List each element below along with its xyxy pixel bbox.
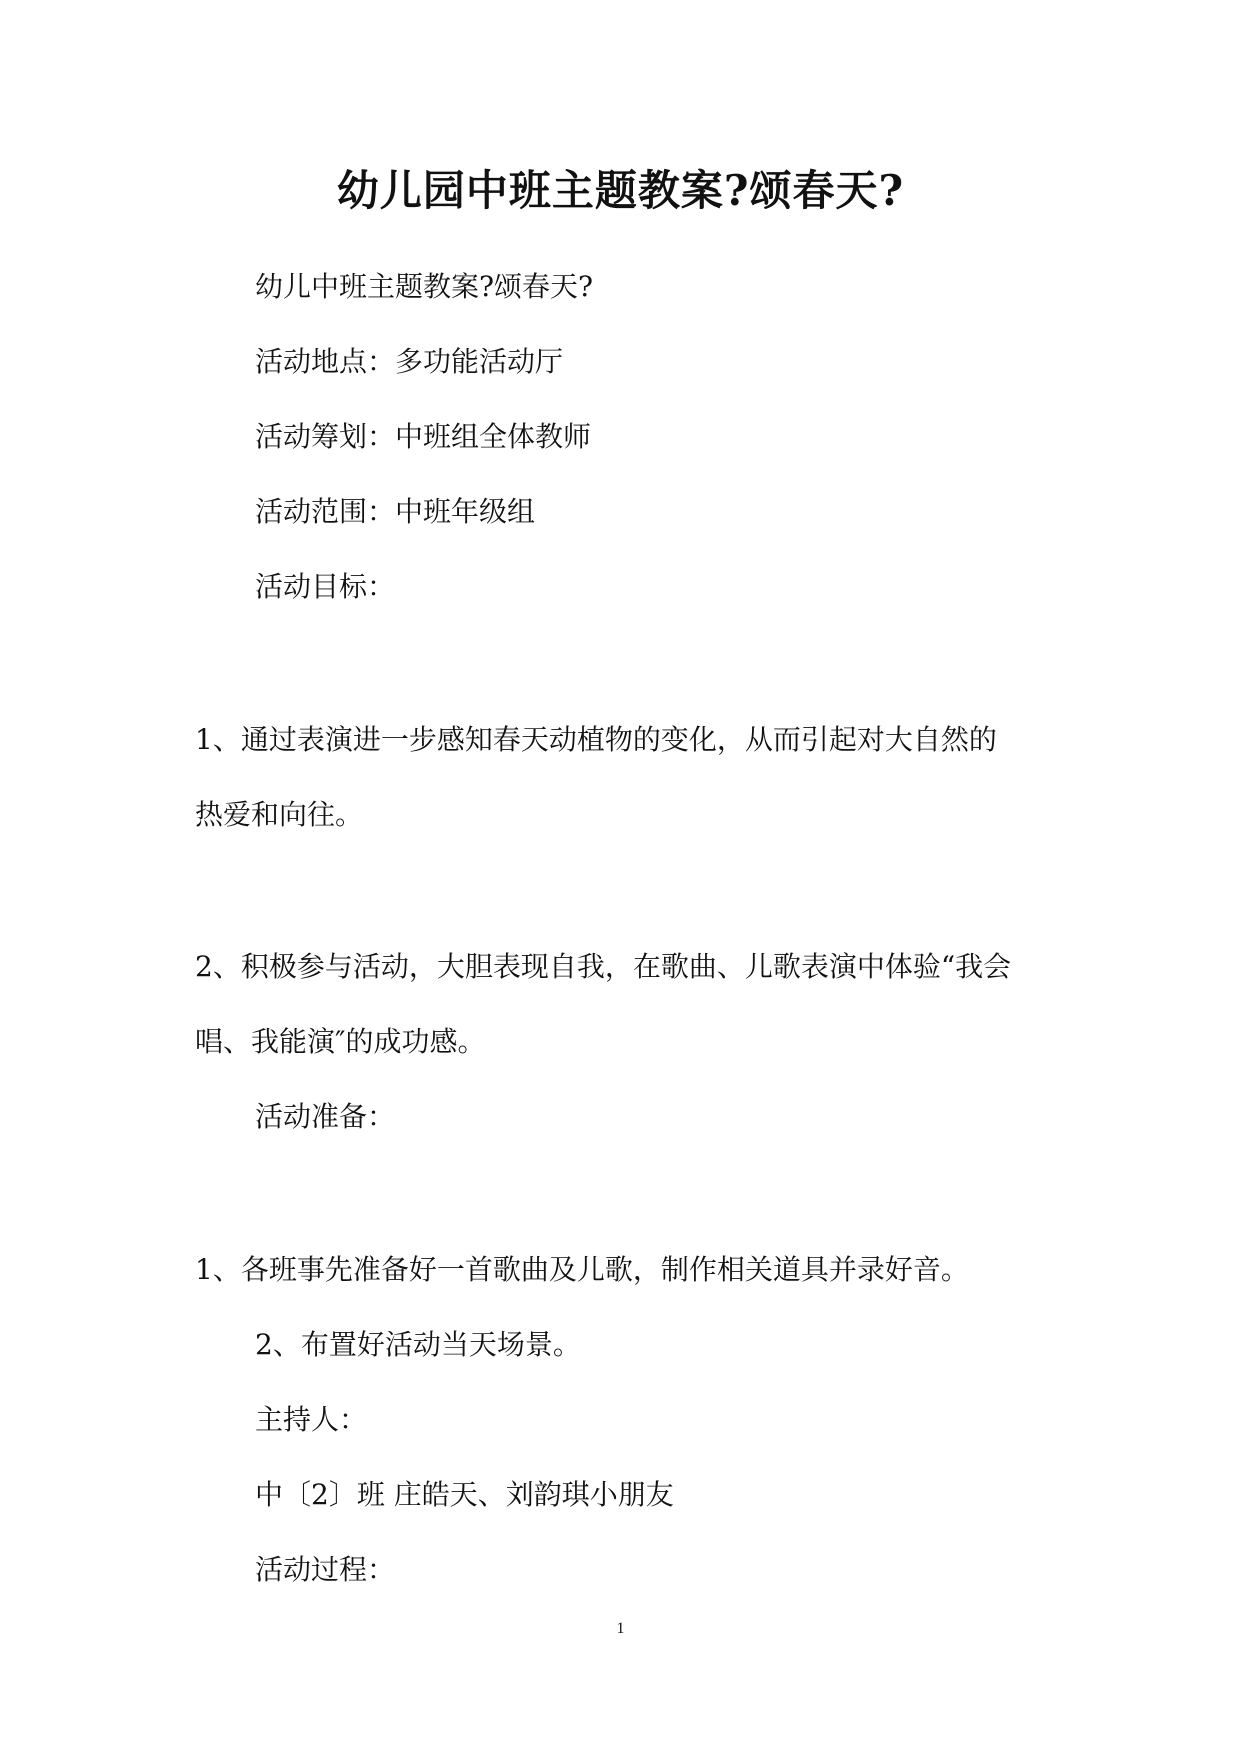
page-number: 1 <box>616 1620 625 1637</box>
goals-heading: 活动目标： <box>255 570 396 603</box>
prep-item-1: 1、各班事先准备好一首歌曲及儿歌，制作相关道具并录好音。 <box>195 1253 969 1286</box>
goal-2-line-1: 2、积极参与活动，大胆表现自我，在歌曲、儿歌表演中体验“我会 <box>195 950 1012 983</box>
prep-item-2: 2、布置好活动当天场景。 <box>255 1328 581 1361</box>
prep-heading: 活动准备： <box>255 1100 396 1133</box>
goal-2-line-2: 唱、我能演″的成功感。 <box>195 1025 486 1058</box>
goal-1-line-1: 1、通过表演进一步感知春天动植物的变化，从而引起对大自然的 <box>195 723 997 756</box>
activity-planner: 活动筹划：中班组全体教师 <box>255 420 592 453</box>
activity-scope: 活动范围：中班年级组 <box>255 495 536 528</box>
activity-location: 活动地点：多功能活动厅 <box>255 345 564 378</box>
lesson-subtitle: 幼儿中班主题教案?颂春天? <box>255 270 594 303</box>
goal-1-line-2: 热爱和向往。 <box>195 798 364 831</box>
process-heading: 活动过程： <box>255 1553 396 1586</box>
host-heading: 主持人： <box>255 1403 368 1436</box>
document-title: 幼儿园中班主题教案?颂春天? <box>336 166 905 215</box>
host-names: 中〔2〕班 庄皓天、刘韵琪小朋友 <box>255 1478 674 1511</box>
